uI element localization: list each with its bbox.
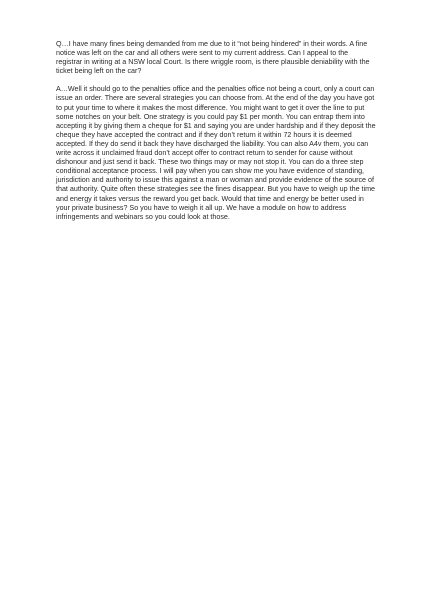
document-body	[56, 40, 376, 231]
question-paragraph: Q…I have many fines being demanded from me due to it “not being hindered” in their words. A fine notice was left on the car and all others were sent to my current address. Can I appeal to the registrar in writing at a NSW local Court. Is there wriggle room, is there plausible deniability with the ticket being left on the car?	[56, 40, 370, 76]
answer-paragraph: A…Well it should go to the penalties office and the penalties office not being a court, only a court can issue an order. There are several strategies you can choose from. At the end of the day you have got to put your time to where it makes the most difference. You might want to get it over the line to put some notches on your belt. One strategy is you could pay $1 per month. You can entrap them into accepting it by giving them a cheque for $1 and saying you are under hardship and if they deposit the cheque they have accepted the contract and if they don’t return it within 72 hours it is deemed accepted. If they do send it back they have discharged the liability. You can also A4v them, you can write across it unclaimed fraud don’t accept offer to contract return to sender for cause without dishonour and just send it back. These two things may or may not stop it. You can do a three step conditional acceptance process. I will pay when you can show me you have evidence of standing, jurisdiction and authority to issue this against a man or woman and provide evidence of the source of that authority. Quite often these strategies see the fines disappear. But you have to weigh up the time and energy it takes versus the reward you get back. Would that time and energy be better used in your private business? So you have to weigh it all up. We have a module on how to address infringements and webinars so you could look at those.	[56, 85, 376, 221]
